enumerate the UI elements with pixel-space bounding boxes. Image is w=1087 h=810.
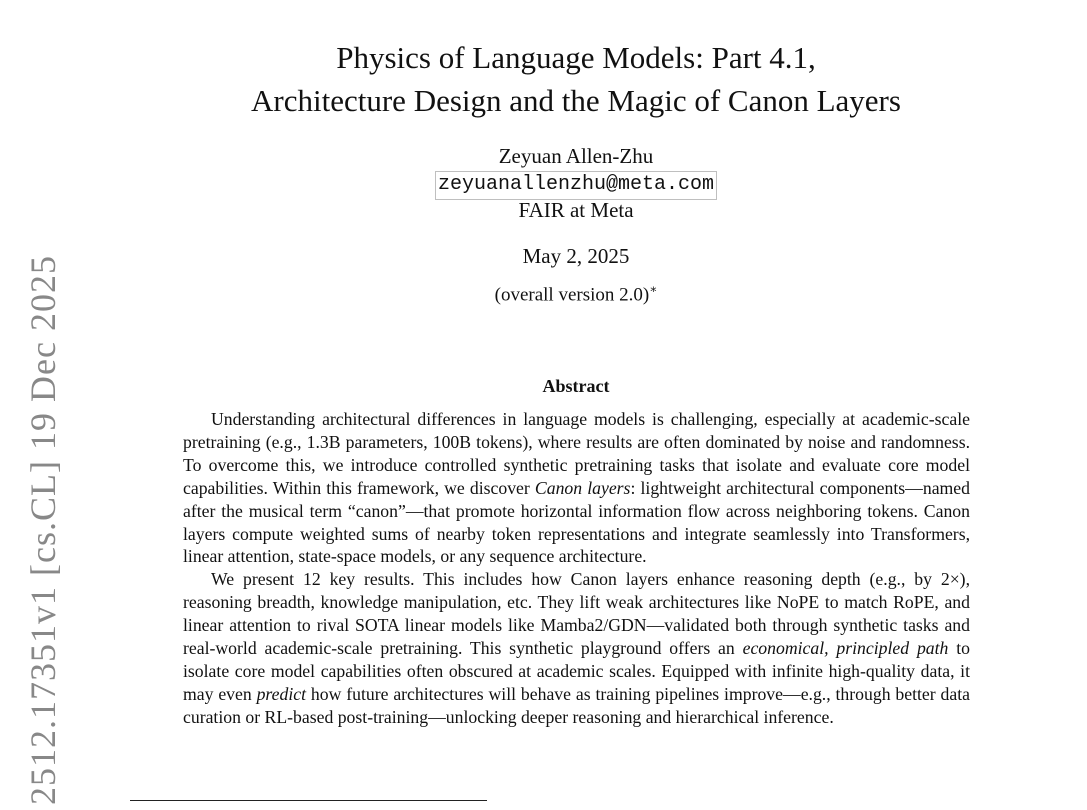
abstract-p2-text-2: to isolate core model capabilities often obscured at academic scales. Equipped with infinite high-quality data, it may even [183, 638, 971, 704]
abstract-p2-emphasis-predict: predict [256, 683, 307, 704]
version-text: (overall version 2.0) [494, 284, 650, 306]
abstract-paragraph-1 [183, 408, 970, 568]
title-line-1: Physics of Language Models: Part 4.1, [336, 40, 816, 75]
arxiv-identifier-stamp [18, 250, 68, 810]
abstract-paragraph-2 [183, 568, 970, 728]
abstract-p2-text-1: We present 12 key results. This includes how Canon layers enhance reasoning depth (e.g., by 2×), reasoning breadth, knowledge manipulation, etc. They lift weak architectures like NoPE to match RoPE, and linear attention to rival SOTA linear models like Mamba2/GDN—validated both through synthetic tasks and real-world academic-scale pretraining. This synthetic playground offers an [183, 569, 970, 659]
abstract-body [183, 408, 970, 729]
footnote-divider [130, 800, 487, 801]
abstract-heading: Abstract [542, 376, 610, 396]
author-affiliation: FAIR at Meta [518, 198, 634, 222]
author-email-container [150, 170, 1002, 200]
publication-date: May 2, 2025 [522, 244, 630, 268]
arxiv-identifier-text: 2512.17351v1 [cs.CL] 19 Dec 2025 [23, 255, 64, 805]
author-name: Zeyuan Allen-Zhu [498, 144, 654, 168]
abstract-p2-text-3: how future architectures will behave as training pipelines improve—e.g., through better data curation or RL-based post-training—unlocking deeper reasoning and hierarchical inference. [183, 683, 970, 727]
abstract-p1-text-1: Understanding architectural differences in language models is challenging, especially at academic-scale pretraining (e.g., 1.3B parameters, 100B tokens), where results are often dominated by noise and randomness. To overcome this, we introduce controlled synthetic pretraining tasks that isolate and evaluate core model capabilities. Within this framework, we discover [183, 409, 970, 498]
version-note [150, 282, 1002, 306]
author-email-link[interactable]: zeyuanallenzhu@meta.com [435, 171, 717, 200]
abstract-p2-emphasis-path: economical, principled path [742, 638, 949, 659]
footnote-marker[interactable]: ∗ [649, 282, 658, 296]
paper-title [150, 36, 1002, 122]
abstract-p1-text-2: : lightweight architectural components—named after the musical term “canon”—that promote horizontal information flow across neighboring tokens. Canon layers compute weighted sums of nearby token representations and integrate seamlessly into Transformers, linear attention, state-space models, or any sequence architecture. [183, 477, 970, 567]
title-line-2: Architecture Design and the Magic of Canon Layers [251, 83, 901, 118]
abstract-p1-emphasis-canon-layers: Canon layers [534, 477, 631, 498]
